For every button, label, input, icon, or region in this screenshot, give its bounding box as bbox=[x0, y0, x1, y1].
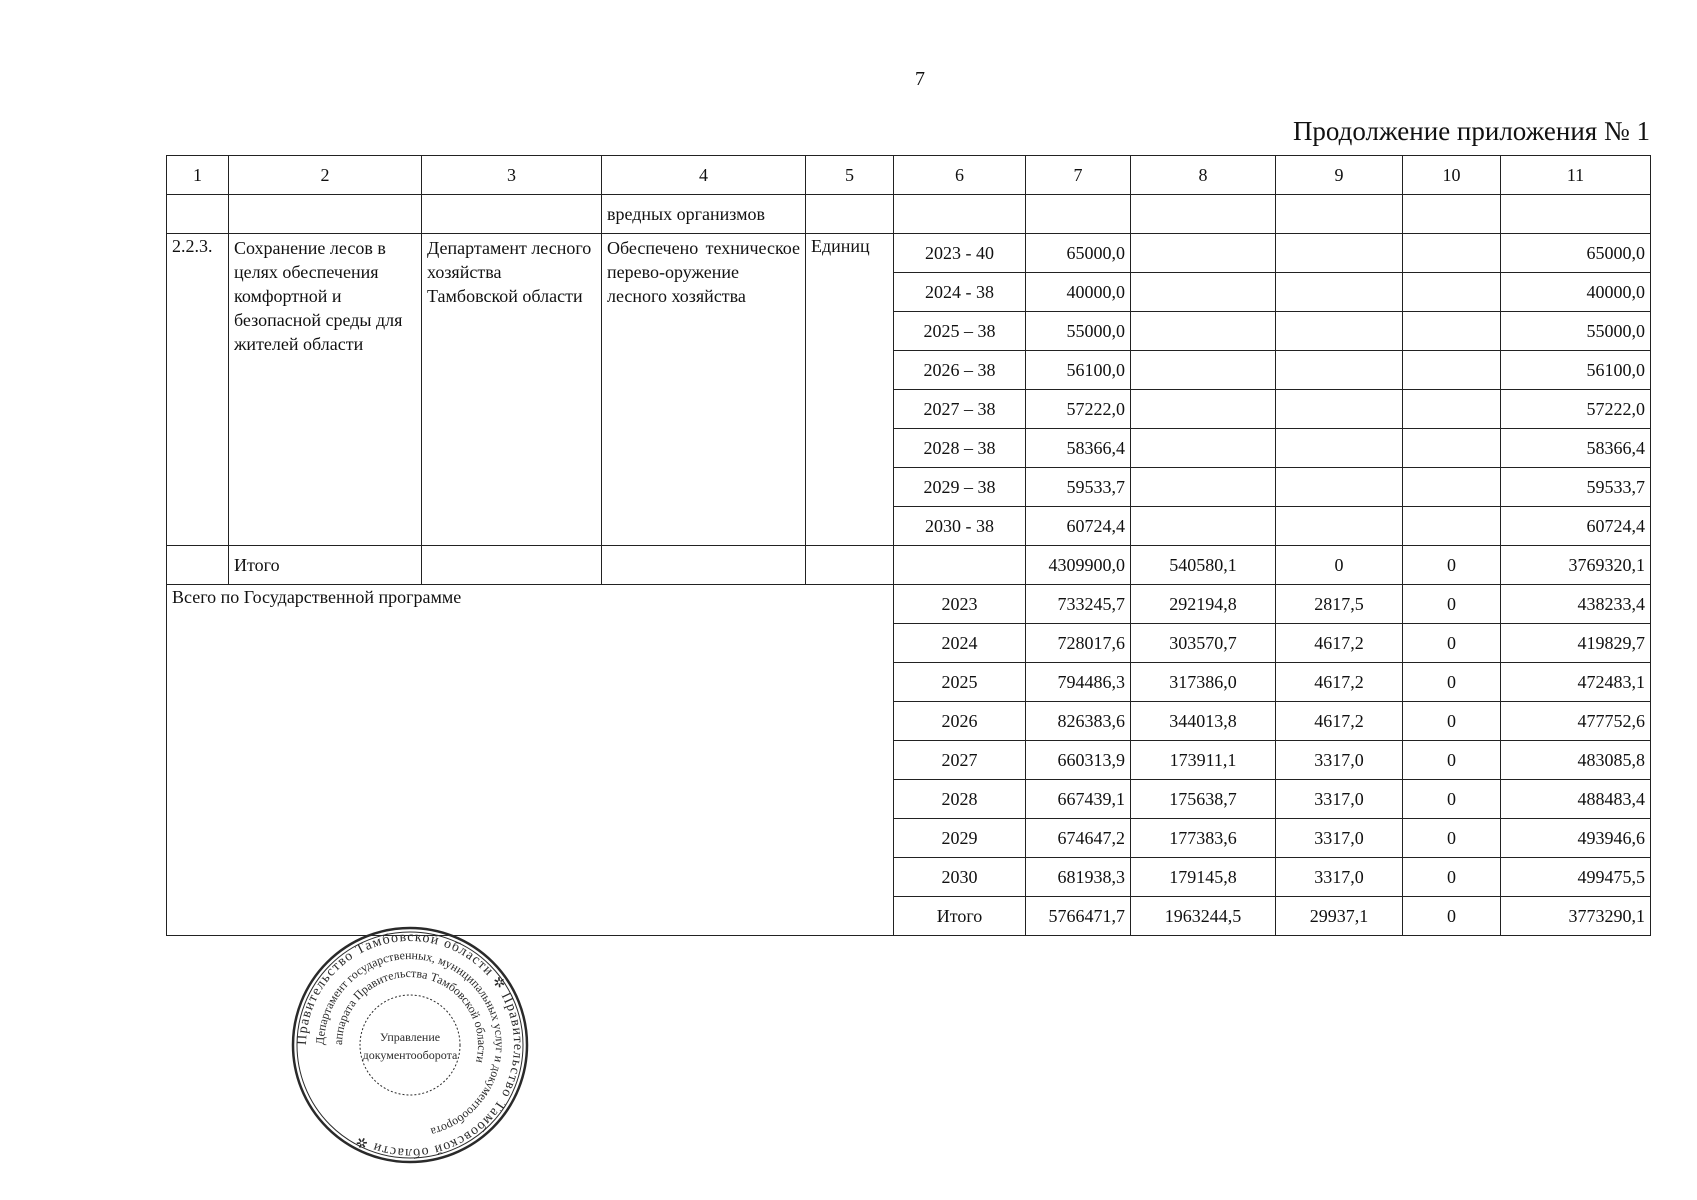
year-cell: 2023 - 40 bbox=[894, 234, 1026, 273]
table-cell bbox=[1403, 234, 1501, 273]
header-cell: 3 bbox=[422, 156, 602, 195]
amount-cell: 58366,4 bbox=[1501, 429, 1651, 468]
amount-cell: 177383,6 bbox=[1131, 819, 1276, 858]
amount-cell: 40000,0 bbox=[1026, 273, 1131, 312]
table-cell bbox=[1276, 273, 1403, 312]
table-cell bbox=[1131, 390, 1276, 429]
amount-cell: 0 bbox=[1403, 780, 1501, 819]
table-cell bbox=[1276, 507, 1403, 546]
table-cell bbox=[806, 195, 894, 234]
amount-cell: 2817,5 bbox=[1276, 585, 1403, 624]
amount-cell: 59533,7 bbox=[1026, 468, 1131, 507]
table-cell bbox=[1403, 468, 1501, 507]
seal-ink bbox=[293, 928, 527, 1162]
budget-table bbox=[166, 155, 1651, 936]
table-cell bbox=[1403, 390, 1501, 429]
table-cell bbox=[167, 546, 229, 585]
amount-cell: 0 bbox=[1403, 897, 1501, 936]
amount-cell: 3317,0 bbox=[1276, 858, 1403, 897]
amount-cell: 65000,0 bbox=[1026, 234, 1131, 273]
table-cell bbox=[1131, 273, 1276, 312]
table-cell bbox=[1276, 351, 1403, 390]
table-cell bbox=[422, 546, 602, 585]
amount-cell: 477752,6 bbox=[1501, 702, 1651, 741]
amount-cell: 29937,1 bbox=[1276, 897, 1403, 936]
total-label: Итого bbox=[229, 546, 422, 585]
amount-cell: 0 bbox=[1403, 741, 1501, 780]
table-cell bbox=[1131, 234, 1276, 273]
table-cell bbox=[1403, 351, 1501, 390]
seal-center-line-2: документооборота bbox=[362, 1048, 458, 1062]
table-cell bbox=[1131, 507, 1276, 546]
table-cell bbox=[1403, 507, 1501, 546]
amount-cell: 493946,6 bbox=[1501, 819, 1651, 858]
page-number: 7 bbox=[915, 68, 925, 90]
item-number: 2.2.3. bbox=[167, 234, 229, 546]
amount-cell: 56100,0 bbox=[1501, 351, 1651, 390]
amount-cell: 292194,8 bbox=[1131, 585, 1276, 624]
year-cell: 2023 bbox=[894, 585, 1026, 624]
year-cell: 2028 bbox=[894, 780, 1026, 819]
table-cell bbox=[1276, 468, 1403, 507]
amount-cell: 55000,0 bbox=[1501, 312, 1651, 351]
amount-cell: 674647,2 bbox=[1026, 819, 1131, 858]
amount-cell: 1963244,5 bbox=[1131, 897, 1276, 936]
table-cell bbox=[806, 546, 894, 585]
table-cell bbox=[1403, 195, 1501, 234]
item-year-row bbox=[167, 234, 1651, 273]
header-cell: 2 bbox=[229, 156, 422, 195]
header-cell: 10 bbox=[1403, 156, 1501, 195]
year-cell: 2025 – 38 bbox=[894, 312, 1026, 351]
item-total-row bbox=[167, 546, 1651, 585]
item-name: Сохранение лесов в целях обеспечения комфортной и безопасной среды для жителей области bbox=[229, 234, 422, 546]
table-cell bbox=[1026, 195, 1131, 234]
amount-cell: 728017,6 bbox=[1026, 624, 1131, 663]
amount-cell: 175638,7 bbox=[1131, 780, 1276, 819]
amount-cell: 794486,3 bbox=[1026, 663, 1131, 702]
amount-cell: 4617,2 bbox=[1276, 702, 1403, 741]
seal-outer-text: Правительство Тамбовской области ✲ Правительство Тамбовской области ✲ bbox=[294, 929, 526, 1161]
amount-cell: 317386,0 bbox=[1131, 663, 1276, 702]
amount-cell: 438233,4 bbox=[1501, 585, 1651, 624]
appendix-title: Продолжение приложения № 1 bbox=[1292, 116, 1650, 146]
table-cell: вредных организмов bbox=[602, 195, 806, 234]
header-row bbox=[167, 156, 1651, 195]
amount-cell: 540580,1 bbox=[1131, 546, 1276, 585]
table-cell bbox=[1276, 195, 1403, 234]
amount-cell: 65000,0 bbox=[1501, 234, 1651, 273]
item-executor: Департамент лесного хозяйства Тамбовской области bbox=[422, 234, 602, 546]
amount-cell: 3317,0 bbox=[1276, 780, 1403, 819]
amount-cell: 3769320,1 bbox=[1501, 546, 1651, 585]
amount-cell: 4309900,0 bbox=[1026, 546, 1131, 585]
table-cell bbox=[1276, 390, 1403, 429]
table-cell bbox=[894, 195, 1026, 234]
amount-cell: 3317,0 bbox=[1276, 819, 1403, 858]
seal-center-line-1: Управление bbox=[379, 1030, 441, 1044]
amount-cell: 0 bbox=[1403, 819, 1501, 858]
amount-cell: 3773290,1 bbox=[1501, 897, 1651, 936]
amount-cell: 0 bbox=[1403, 546, 1501, 585]
header-cell: 9 bbox=[1276, 156, 1403, 195]
table-cell bbox=[1131, 429, 1276, 468]
year-cell: 2027 bbox=[894, 741, 1026, 780]
header-cell: 8 bbox=[1131, 156, 1276, 195]
year-cell: 2029 – 38 bbox=[894, 468, 1026, 507]
amount-cell: 0 bbox=[1403, 858, 1501, 897]
table-cell bbox=[1276, 234, 1403, 273]
amount-cell: 40000,0 bbox=[1501, 273, 1651, 312]
amount-cell: 660313,9 bbox=[1026, 741, 1131, 780]
table-cell bbox=[1276, 429, 1403, 468]
amount-cell: 344013,8 bbox=[1131, 702, 1276, 741]
seal-outer-ring bbox=[293, 928, 527, 1162]
amount-cell: 173911,1 bbox=[1131, 741, 1276, 780]
table-cell bbox=[1131, 468, 1276, 507]
amount-cell: 681938,3 bbox=[1026, 858, 1131, 897]
amount-cell: 826383,6 bbox=[1026, 702, 1131, 741]
year-cell: 2024 bbox=[894, 624, 1026, 663]
amount-cell: 0 bbox=[1403, 663, 1501, 702]
header-cell: 11 bbox=[1501, 156, 1651, 195]
year-cell: 2026 bbox=[894, 702, 1026, 741]
year-cell: Итого bbox=[894, 897, 1026, 936]
table-cell bbox=[229, 195, 422, 234]
header-cell: 6 bbox=[894, 156, 1026, 195]
header-cell: 1 bbox=[167, 156, 229, 195]
amount-cell: 179145,8 bbox=[1131, 858, 1276, 897]
table-cell bbox=[1131, 312, 1276, 351]
header-cell: 5 bbox=[806, 156, 894, 195]
amount-cell: 4617,2 bbox=[1276, 624, 1403, 663]
seal-middle-text: Департамент государственных, муниципальных услуг и документооборота bbox=[312, 947, 508, 1140]
amount-cell: 57222,0 bbox=[1026, 390, 1131, 429]
seal-inner-text: аппарата Правительства Тамбовской области bbox=[330, 965, 490, 1065]
seal-center-ring bbox=[360, 995, 460, 1095]
table-body bbox=[167, 156, 1651, 936]
table-cell bbox=[1131, 351, 1276, 390]
item-result: Обеспечено техническое перево-оружение лесного хозяйства bbox=[602, 234, 806, 546]
amount-cell: 0 bbox=[1403, 585, 1501, 624]
continuation-row bbox=[167, 195, 1651, 234]
amount-cell: 483085,8 bbox=[1501, 741, 1651, 780]
table-cell bbox=[1131, 195, 1276, 234]
amount-cell: 60724,4 bbox=[1501, 507, 1651, 546]
table-cell bbox=[602, 546, 806, 585]
amount-cell: 4617,2 bbox=[1276, 663, 1403, 702]
program-total-row bbox=[167, 585, 1651, 624]
amount-cell: 3317,0 bbox=[1276, 741, 1403, 780]
amount-cell: 5766471,7 bbox=[1026, 897, 1131, 936]
table-cell bbox=[1403, 273, 1501, 312]
year-cell: 2028 – 38 bbox=[894, 429, 1026, 468]
header-cell: 7 bbox=[1026, 156, 1131, 195]
table-cell bbox=[1501, 195, 1651, 234]
table-cell bbox=[1403, 312, 1501, 351]
year-cell: 2027 – 38 bbox=[894, 390, 1026, 429]
table-cell bbox=[1276, 312, 1403, 351]
amount-cell: 733245,7 bbox=[1026, 585, 1131, 624]
amount-cell: 56100,0 bbox=[1026, 351, 1131, 390]
amount-cell: 499475,5 bbox=[1501, 858, 1651, 897]
amount-cell: 667439,1 bbox=[1026, 780, 1131, 819]
year-cell: 2030 bbox=[894, 858, 1026, 897]
amount-cell: 57222,0 bbox=[1501, 390, 1651, 429]
amount-cell: 472483,1 bbox=[1501, 663, 1651, 702]
year-cell: 2024 - 38 bbox=[894, 273, 1026, 312]
amount-cell: 60724,4 bbox=[1026, 507, 1131, 546]
amount-cell: 58366,4 bbox=[1026, 429, 1131, 468]
amount-cell: 55000,0 bbox=[1026, 312, 1131, 351]
amount-cell: 0 bbox=[1276, 546, 1403, 585]
year-cell: 2029 bbox=[894, 819, 1026, 858]
table-cell bbox=[894, 546, 1026, 585]
program-total-label: Всего по Государственной программе bbox=[167, 585, 894, 936]
amount-cell: 419829,7 bbox=[1501, 624, 1651, 663]
year-cell: 2026 – 38 bbox=[894, 351, 1026, 390]
amount-cell: 488483,4 bbox=[1501, 780, 1651, 819]
year-cell: 2025 bbox=[894, 663, 1026, 702]
table-cell bbox=[167, 195, 229, 234]
official-seal bbox=[290, 925, 530, 1165]
amount-cell: 59533,7 bbox=[1501, 468, 1651, 507]
amount-cell: 303570,7 bbox=[1131, 624, 1276, 663]
amount-cell: 0 bbox=[1403, 702, 1501, 741]
table-cell bbox=[422, 195, 602, 234]
header-cell: 4 bbox=[602, 156, 806, 195]
amount-cell: 0 bbox=[1403, 624, 1501, 663]
item-unit: Единиц bbox=[806, 234, 894, 546]
table-cell bbox=[1403, 429, 1501, 468]
year-cell: 2030 - 38 bbox=[894, 507, 1026, 546]
